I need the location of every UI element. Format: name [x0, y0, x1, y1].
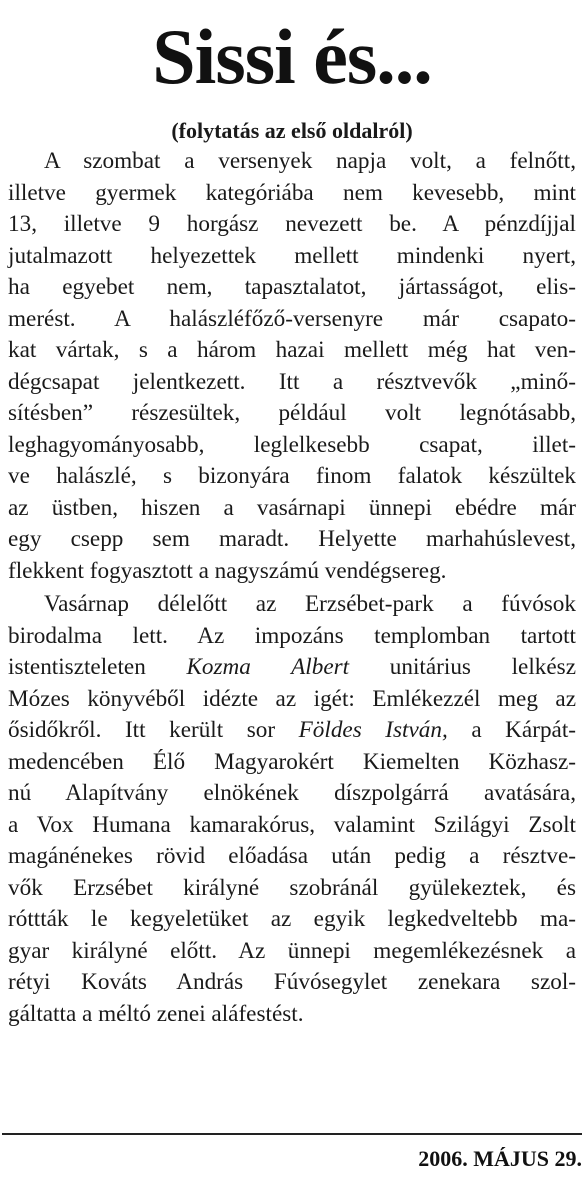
body-text-run: unitárius lelkész [349, 654, 576, 680]
body-line: A szombat a versenyek napja volt, a felnőtt, [44, 148, 576, 174]
publication-date: 2006. MÁJUS 29. [418, 1146, 582, 1171]
body-line: egy csepp sem maradt. Helyette marhahúslevest, [8, 526, 576, 552]
body-text-run: ősidőkről. Itt került sor [8, 717, 299, 743]
body-line: gyar királyné előtt. Az ünnepi megemlékezésnek a [8, 937, 576, 964]
body-line: dégcsapat jelentkezett. Itt a résztvevők „minő- [8, 368, 576, 395]
body-line: Mózes könyvéből idézte az igét: Emlékezzél meg az [8, 685, 576, 712]
body-line [8, 652, 576, 684]
body-line [8, 715, 576, 747]
body-line: flekkent fogyasztott a nagyszámú vendégsereg. [8, 557, 447, 584]
body-line: vők Erzsébet királyné szobránál gyülekeztek, és [8, 874, 576, 901]
body-line: nú Alapítvány elnökének díszpolgárrá avatására, [8, 780, 576, 806]
body-line: jutalmazott helyezettek mellett mindenki nyert, [8, 242, 576, 269]
body-line: rétyi Kováts András Fúvósegylet zenekara szol- [8, 969, 576, 995]
body-line: 13, illetve 9 horgász nevezett be. A pénzdíjjal [8, 211, 576, 237]
body-line: sítésben” részesültek, például volt legnótásabb, [8, 400, 576, 426]
body-text-run: a Kárpát- [447, 717, 576, 743]
body-line: a Vox Humana kamarakórus, valamint Szilágyi Zsolt [8, 811, 576, 838]
person-name-foldes: Földes István, [298, 717, 448, 743]
paragraph-1 [8, 146, 576, 587]
footer-divider [2, 1133, 582, 1135]
body-text-run: istentiszteleten [8, 654, 187, 680]
person-name-kozma: Kozma Albert [186, 654, 350, 680]
body-line: Vasárnap délelőtt az Erzsébet-park a fúvósok [44, 591, 576, 617]
article-body [8, 146, 576, 1030]
body-line: róttták le kegyeletüket az egyik legkedveltebb ma- [8, 906, 576, 932]
body-line: leghagyományosabb, leglelkesebb csapat, illet- [8, 431, 576, 458]
body-line: ve halászlé, s bizonyára finom falatok készültek [8, 463, 576, 489]
body-line: merést. A halászléfőző-versenyre már csapato- [8, 305, 576, 332]
body-line: ha egyebet nem, tapasztalatot, jártasságot, elis- [8, 274, 576, 300]
body-line: az üstben, hiszen a vasárnapi ünnepi ebédre már [8, 494, 576, 521]
paragraph-2 [8, 589, 576, 1030]
body-line: gáltatta a méltó zenei aláfestést. [8, 1000, 304, 1027]
body-line: illetve gyermek kategóriába nem kevesebb, mint [8, 179, 576, 206]
body-line: birodalma lett. Az impozáns templomban tartott [8, 622, 576, 649]
article-title: Sissi és... [152, 13, 432, 100]
body-line: medencében Élő Magyarokért Kiemelten Közhasz- [8, 748, 576, 775]
body-line: magánénekes rövid előadása után pedig a résztve- [8, 843, 576, 869]
article-subtitle: (folytatás az első oldalról) [171, 118, 413, 143]
body-line: kat vártak, s a három hazai mellett még hat ven- [8, 337, 576, 363]
